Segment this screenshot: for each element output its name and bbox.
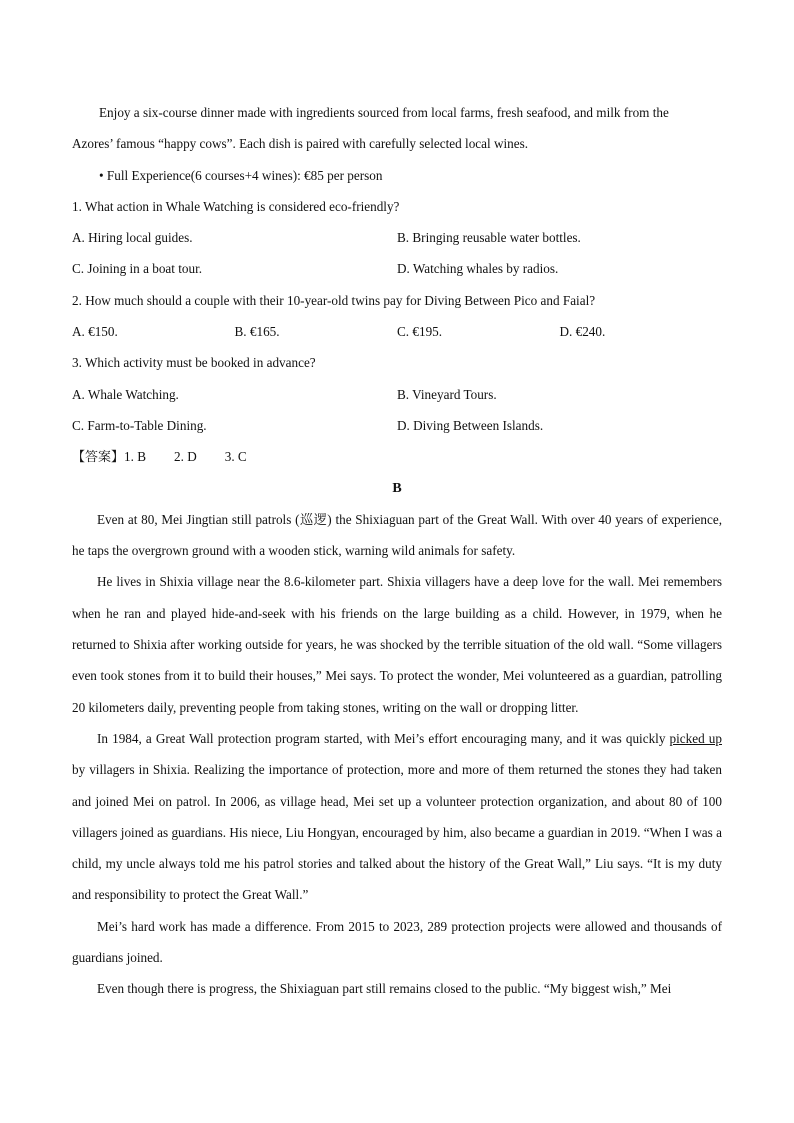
answer-tag: 【答案】 [72,450,125,466]
question-2-options-row [72,316,722,347]
passage-paragraph-3 [72,723,722,911]
underlined-phrase: picked up [669,730,722,746]
question-3-options-row-1 [72,379,722,410]
intro-line-1: Enjoy a six-course dinner made with ingredients sourced from local farms, fresh seafood, and milk from the [99,105,669,120]
passage-paragraph-2: He lives in Shixia village near the 8.6-kilometer part. Shixia villagers have a deep love for the wall. Mei remembers when he ran and played hide-and-seek with his friends on the large building as a child. However, in 1979, when he returned to Shixia after working outside for years, he was shocked by the terrible situation of the old wall. “Some villagers even took stones from it to build their houses,” Mei says. To protect the wonder, Mei volunteered as a guardian, patrolling 20 kilometers daily, preventing people from taking stones, writing on the wall or dropping litter. [72,574,722,715]
passage-paragraph-1: Even at 80, Mei Jingtian still patrols (巡逻) the Shixiaguan part of the Great Wall. With over 40 years of experience, he taps the overgrown ground with a wooden stick, warning wild animals for safety. [72,511,722,559]
passage-paragraph-3-part-2: by villagers in Shixia. Realizing the importance of protection, more and more of them returned the stones they had taken and joined Mei on patrol. In 2006, as village head, Mei set up a volunteer protection organization, and about 80 of 100 villagers joined as guardians. His niece, Liu Hongyan, encouraged by him, also became a guardian in 2019. “When I was a child, my uncle always told me his patrol stories and talked about the history of the Great Wall,” Liu says. “It is my duty and responsibility to protect the Great Wall.” [72,762,722,903]
passage-paragraph-4: Mei’s hard work has made a difference. From 2015 to 2023, 289 protection projects were allowed and thousands of guardians joined. [72,918,722,966]
question-1-option-c: C. Joining in a boat tour. [72,261,203,277]
question-3-options-row-2 [72,410,722,441]
question-2-stem: 2. How much should a couple with their 10-year-old twins pay for Diving Between Pico and Faial? [72,292,596,308]
answer-line [72,441,722,472]
question-3-option-a: A. Whale Watching. [72,386,179,402]
answer-1: 1. B [124,449,146,465]
passage-paragraph-3-part-1: In 1984, a Great Wall protection program started, with Mei’s effort encouraging many, and it was quickly [97,730,670,746]
question-2-option-a: A. €150. [72,324,118,340]
question-1-options-row-1 [72,222,722,253]
question-2-option-c: C. €195. [397,324,443,340]
question-1-option-a: A. Hiring local guides. [72,230,193,246]
question-3-option-b: B. Vineyard Tours. [397,386,497,402]
section-title: B [392,480,402,496]
question-1-stem: 1. What action in Whale Watching is considered eco-friendly? [72,198,400,214]
passage-paragraph-5: Even though there is progress, the Shixiaguan part still remains closed to the public. “My biggest wish,” Mei [97,981,672,997]
document-page [72,97,722,1005]
question-3-stem: 3. Which activity must be booked in advance? [72,355,316,371]
answer-3: 3. C [224,449,247,465]
question-1-option-d: D. Watching whales by radios. [397,261,559,277]
intro-line-2: Azores’ famous “happy cows”. Each dish is paired with carefully selected local wines. [72,136,529,152]
question-2-option-d: D. €240. [559,324,606,340]
answer-2: 2. D [174,449,197,465]
question-3-option-d: D. Diving Between Islands. [397,417,544,433]
question-1-option-b: B. Bringing reusable water bottles. [397,230,581,246]
question-3-option-c: C. Farm-to-Table Dining. [72,417,207,433]
question-1-options-row-2 [72,253,722,284]
intro-price: • Full Experience(6 courses+4 wines): €85 per person [99,167,383,183]
question-2-option-b: B. €165. [234,324,280,340]
